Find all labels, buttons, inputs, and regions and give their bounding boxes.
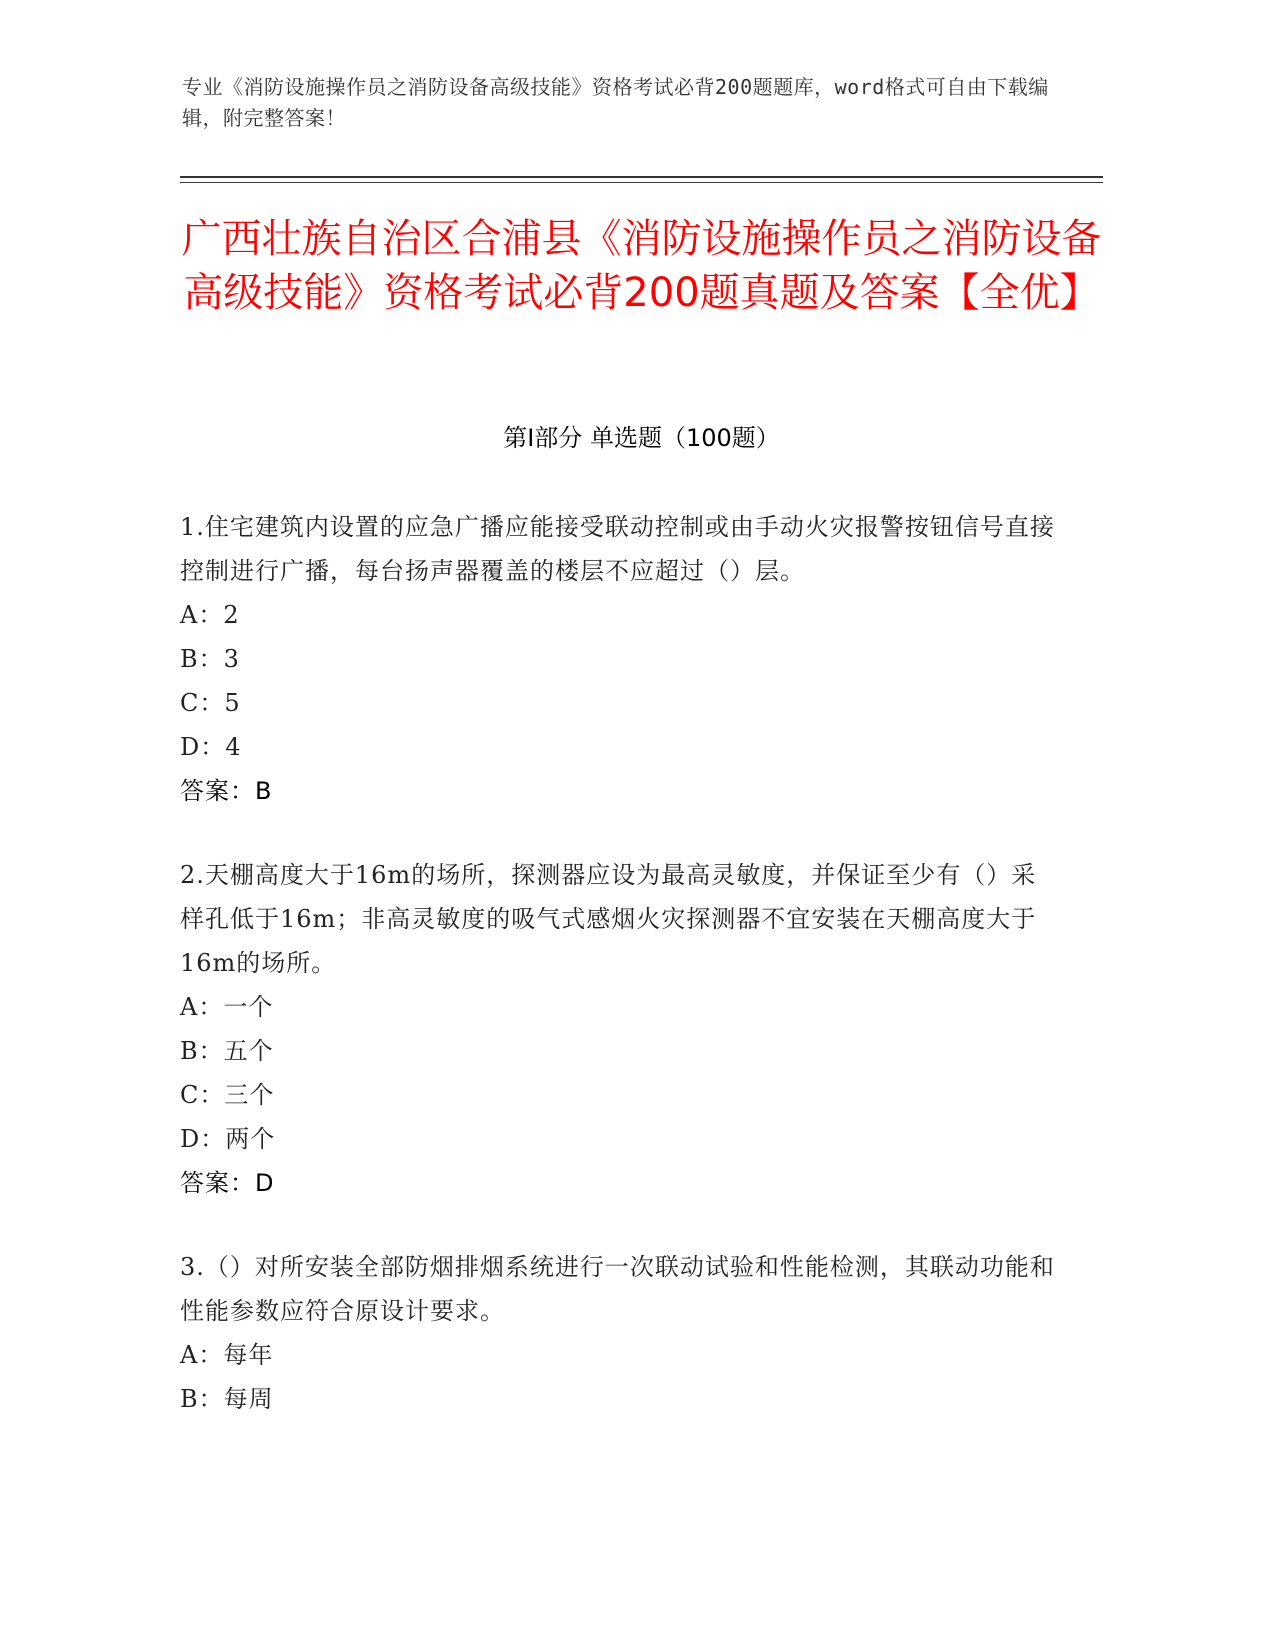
question-2 — [180, 853, 1060, 1205]
question-3 — [180, 1245, 1060, 1421]
header-rule-thick — [180, 176, 1103, 178]
header-rule-thin — [180, 182, 1103, 183]
option-b: B：每周 — [180, 1385, 274, 1413]
answer: 答案：B — [180, 777, 273, 805]
option-c: C：5 — [180, 689, 241, 717]
option-d: D：4 — [180, 733, 242, 761]
section-heading: 第I部分 单选题（100题） — [503, 424, 780, 452]
option-c: C：三个 — [180, 1081, 275, 1109]
option-b: B：3 — [180, 645, 240, 673]
document-title: 广西壮族自治区合浦县《消防设施操作员之消防设备高级技能》资格考试必背200题真题及答案【全优】 — [181, 216, 1102, 316]
answer: 答案：D — [180, 1169, 275, 1197]
option-a: A：一个 — [180, 993, 274, 1021]
option-a: A：每年 — [180, 1341, 274, 1369]
question-stem: 2.天棚高度大于16m的场所，探测器应设为最高灵敏度，并保证至少有（）采样孔低于16m；非高灵敏度的吸气式感烟火灾探测器不宜安装在天棚高度大于16m的场所。 — [180, 861, 1037, 977]
option-a: A：2 — [180, 601, 240, 629]
question-stem: 1.住宅建筑内设置的应急广播应能接受联动控制或由手动火灾报警按钮信号直接控制进行广播，每台扬声器覆盖的楼层不应超过（）层。 — [180, 513, 1055, 585]
question-1 — [180, 505, 1060, 813]
header-note: 专业《消防设施操作员之消防设备高级技能》资格考试必背200题题库，word格式可自由下载编辑，附完整答案！ — [182, 75, 1049, 130]
question-stem: 3.（）对所安装全部防烟排烟系统进行一次联动试验和性能检测，其联动功能和性能参数应符合原设计要求。 — [180, 1253, 1055, 1325]
option-b: B：五个 — [180, 1037, 274, 1065]
option-d: D：两个 — [180, 1125, 276, 1153]
